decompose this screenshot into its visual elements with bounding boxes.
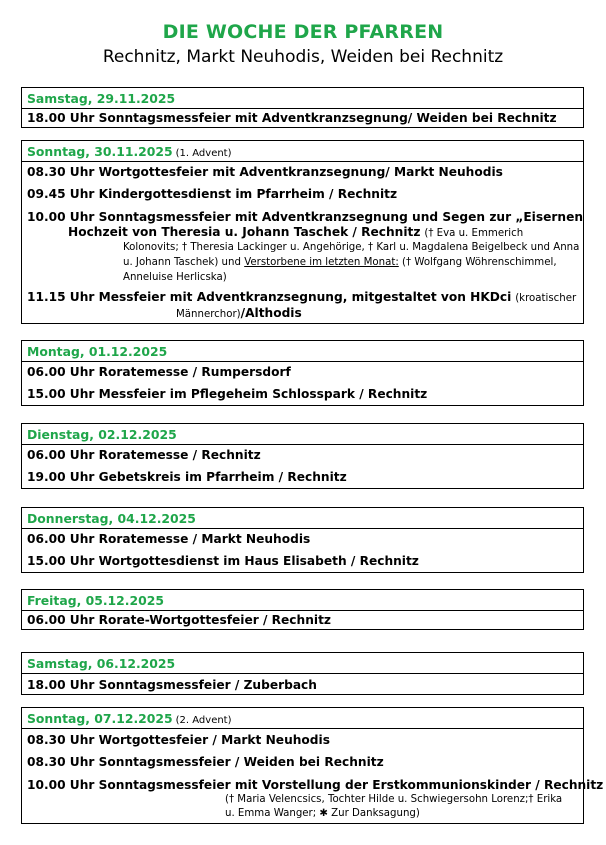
event-item: 06.00 Uhr Rorate-Wortgottesfeier / Rechnitz [27, 613, 331, 627]
event-item: 09.45 Uhr Kindergottesdienst im Pfarrheim / Rechnitz [27, 187, 398, 201]
day-date: Montag, 01.12.2025 [27, 344, 168, 359]
day-box-dienstag [21, 423, 584, 489]
divider [22, 361, 583, 362]
divider [22, 610, 583, 611]
page-subtitle: Rechnitz, Markt Neuhodis, Weiden bei Rechnitz [102, 47, 504, 67]
event-item: 10.00 Uhr Sonntagsmessfeier mit Vorstellung der Erstkommunionskinder / Rechnitz [27, 778, 604, 792]
event-item-detailed-2: 11.15 Uhr Messfeier mit Adventkranzsegnung, mitgestaltet von HKDci (kroatischer [27, 290, 577, 304]
event-item: 18.00 Uhr Sonntagsmessfeier / Zuberbach [27, 678, 317, 692]
event-item: 06.00 Uhr Roratemesse / Rechnitz [27, 448, 261, 462]
divider [22, 161, 583, 162]
event-item-detailed-line3: Kolonovits; † Theresia Lackinger u. Angehörige, † Karl u. Magdalena Beigelbeck und Anna [123, 242, 580, 253]
day-box-donnerstag [21, 507, 584, 573]
day-note: (2. Advent) [175, 715, 232, 726]
day-date: Samstag, 29.11.2025 [27, 91, 176, 106]
day-box-samstag-29 [21, 87, 584, 128]
event-item-detailed-2-line2: Männerchor)/Althodis [176, 306, 302, 320]
event-item: 08.30 Uhr Sonntagsmessfeier / Weiden bei Rechnitz [27, 755, 384, 769]
day-date: Sonntag, 30.11.2025 (1. Advent) [27, 144, 232, 159]
divider [22, 528, 583, 529]
day-box-sonntag-30 [21, 140, 584, 324]
event-item-detailed-line2: Hochzeit von Theresia u. Johann Taschek / Rechnitz († Eva u. Emmerich [68, 225, 524, 239]
event-item: 18.00 Uhr Sonntagsmessfeier mit Adventkranzsegnung/ Weiden bei Rechnitz [27, 111, 557, 125]
day-box-montag [21, 340, 584, 406]
event-item: 06.00 Uhr Roratemesse / Rumpersdorf [27, 365, 291, 379]
event-item-intentions: († Maria Velencsics, Tochter Hilde u. Schwiegersohn Lorenz;† Erika [225, 794, 563, 805]
event-item: 15.00 Uhr Messfeier im Pflegeheim Schlosspark / Rechnitz [27, 387, 428, 401]
event-item-detailed-line4: u. Johann Taschek) und Verstorbene im letzten Monat: († Wolfgang Wöhrenschimmel, [123, 257, 557, 268]
event-item-intentions-line2: u. Emma Wanger; ✱ Zur Danksagung) [225, 808, 420, 819]
day-date: Sonntag, 07.12.2025 (2. Advent) [27, 711, 232, 726]
event-item: 06.00 Uhr Roratemesse / Markt Neuhodis [27, 532, 311, 546]
divider [22, 673, 583, 674]
day-box-samstag-06 [21, 652, 584, 695]
day-date: Samstag, 06.12.2025 [27, 656, 176, 671]
event-item: 15.00 Uhr Wortgottesdienst im Haus Elisabeth / Rechnitz [27, 554, 419, 568]
day-date: Donnerstag, 04.12.2025 [27, 511, 196, 526]
event-item-detailed: 10.00 Uhr Sonntagsmessfeier mit Adventkranzsegnung und Segen zur „Eisernen [27, 210, 584, 224]
divider [22, 728, 583, 729]
page-title: DIE WOCHE DER PFARREN [162, 21, 444, 43]
day-box-sonntag-07 [21, 707, 604, 824]
day-box-freitag [21, 589, 584, 630]
day-date: Dienstag, 02.12.2025 [27, 427, 177, 442]
event-item: 19.00 Uhr Gebetskreis im Pfarrheim / Rechnitz [27, 470, 347, 484]
event-item: 08.30 Uhr Wortgottesfeier mit Adventkranzsegnung/ Markt Neuhodis [27, 165, 503, 179]
event-item-detailed-line5: Anneluise Herlicska) [123, 272, 227, 283]
event-item: 08.30 Uhr Wortgottesfeier / Markt Neuhodis [27, 733, 330, 747]
day-note: (1. Advent) [175, 148, 232, 159]
divider [22, 444, 583, 445]
day-date: Freitag, 05.12.2025 [27, 593, 164, 608]
divider [22, 108, 583, 109]
